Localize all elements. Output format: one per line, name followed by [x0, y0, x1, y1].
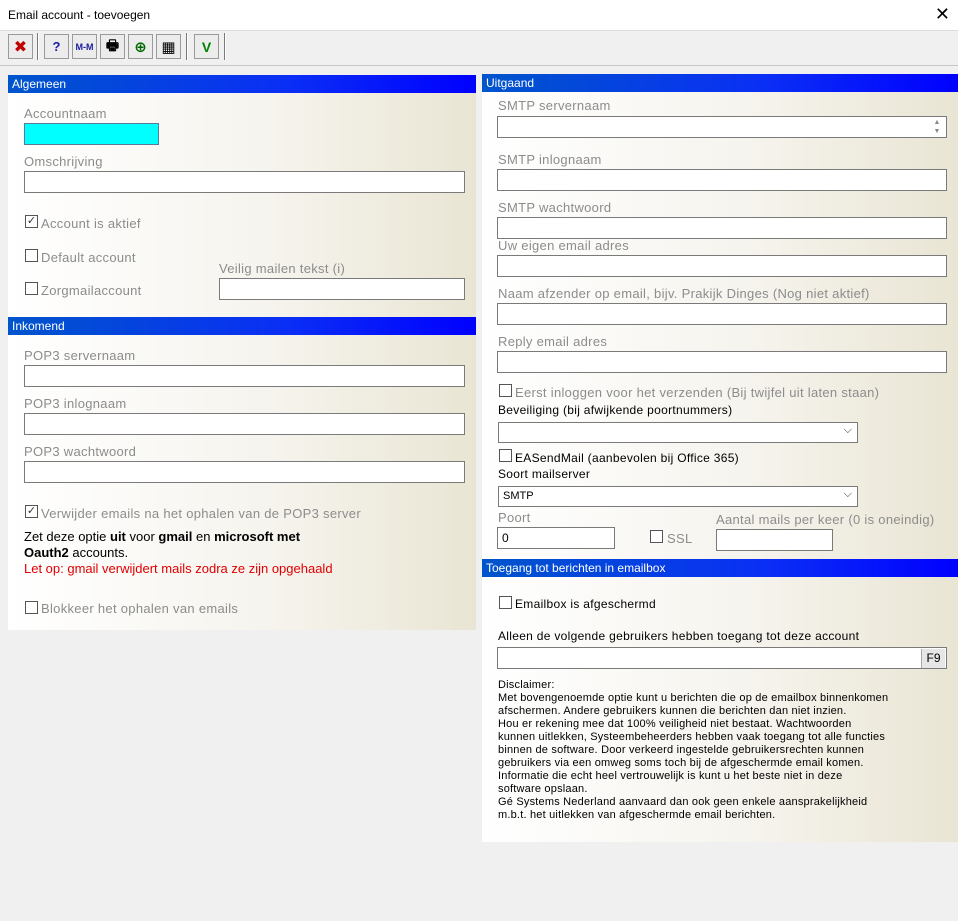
reply-email-input[interactable]	[497, 351, 947, 373]
account-actief-label: Account is aktief	[41, 216, 141, 231]
soort-mailserver-select[interactable]	[498, 486, 858, 507]
close-red-x-icon: ✖	[13, 38, 28, 56]
toegang-panel	[482, 559, 958, 842]
smtp-server-label: SMTP servernaam	[498, 98, 611, 113]
section-header-algemeen: Algemeen	[8, 75, 476, 93]
web-button[interactable]	[128, 34, 153, 59]
omschrijving-input[interactable]	[24, 171, 465, 193]
account-actief-checkbox[interactable]: ✓	[26, 215, 37, 227]
note-bold: gmail	[158, 529, 193, 544]
eerst-inloggen-checkbox[interactable]	[499, 384, 512, 397]
spinner-arrows-icon[interactable]: ▲ ▼	[933, 119, 941, 135]
afgeschermd-label: Emailbox is afgeschermd	[515, 597, 656, 611]
section-header-inkomend: Inkomend	[8, 317, 476, 335]
help-button[interactable]	[44, 34, 69, 59]
ssl-label: SSL	[667, 531, 693, 546]
pop3-password-label: POP3 wachtwoord	[24, 444, 137, 459]
help-icon: ?	[52, 39, 61, 54]
f9-lookup-button[interactable]: F9	[921, 649, 945, 668]
veilig-mailen-label: Veilig mailen tekst (i)	[219, 261, 346, 276]
smtp-server-input[interactable]	[497, 116, 947, 138]
print-icon: 🖶	[105, 36, 120, 53]
window-title: Email account - toevoegen	[8, 8, 151, 22]
gebruikers-label: Alleen de volgende gebruikers hebben toegang tot deze account	[498, 629, 860, 643]
toolbar-separator	[186, 33, 188, 60]
reply-email-label: Reply email adres	[498, 334, 608, 349]
left-panel	[8, 75, 476, 630]
note-bold: uit	[110, 529, 126, 544]
default-account-label: Default account	[41, 250, 136, 265]
naam-afzender-input[interactable]	[497, 303, 947, 325]
verwijder-emails-label: Verwijder emails na het ophalen van de POP3 server	[41, 506, 361, 521]
uitgaand-panel	[482, 74, 958, 559]
pop3-password-input[interactable]	[24, 461, 465, 483]
close-icon[interactable]: ✕	[934, 4, 950, 24]
beveiliging-label: Beveiliging (bij afwijkende poortnummers)	[498, 403, 733, 417]
pop3-server-input[interactable]	[24, 365, 465, 387]
aantal-mails-label: Aantal mails per keer (0 is oneindig)	[716, 512, 935, 527]
gebruikers-input[interactable]	[497, 647, 947, 669]
title-bar	[0, 0, 958, 31]
calculator-button[interactable]	[156, 34, 181, 59]
note-text: Zet deze optie	[24, 529, 110, 544]
omschrijving-label: Omschrijving	[24, 154, 103, 169]
note-text: accounts.	[68, 545, 129, 560]
mm-button[interactable]	[72, 34, 97, 59]
web-icon: ⊕	[134, 38, 147, 56]
smtp-password-input[interactable]	[497, 217, 947, 239]
calculator-icon: ▦	[161, 38, 176, 56]
gmail-note	[24, 529, 464, 561]
zorgmail-checkbox[interactable]	[25, 282, 38, 295]
ok-check-icon: V	[201, 38, 212, 55]
soort-mailserver-label: Soort mailserver	[498, 467, 591, 481]
toolbar	[0, 31, 958, 66]
gmail-warning: Let op: gmail verwijdert mails zodra ze zijn opgehaald	[24, 561, 333, 576]
accountnaam-label: Accountnaam	[24, 106, 107, 121]
pop3-login-input[interactable]	[24, 413, 465, 435]
blokkeer-label: Blokkeer het ophalen van emails	[41, 601, 239, 616]
eigen-email-label: Uw eigen email adres	[498, 238, 630, 253]
chevron-down-icon: ⌵	[843, 488, 852, 500]
toolbar-separator	[37, 33, 39, 60]
mm-icon: M-M	[75, 41, 94, 52]
cancel-button[interactable]	[8, 34, 33, 59]
poort-input[interactable]: 0	[497, 527, 615, 549]
accountnaam-input[interactable]	[24, 123, 159, 145]
poort-label: Poort	[498, 510, 531, 525]
note-bold: microsoft met	[214, 529, 301, 544]
easendmail-label: EASendMail (aanbevolen bij Office 365)	[515, 451, 739, 465]
toolbar-separator	[224, 33, 226, 60]
aantal-mails-input[interactable]	[716, 529, 833, 551]
note-text: voor	[125, 529, 159, 544]
print-button[interactable]	[100, 34, 125, 59]
chevron-down-icon: ⌵	[843, 424, 852, 436]
veilig-mailen-input[interactable]	[219, 278, 465, 300]
soort-mailserver-value: SMTP	[503, 490, 534, 502]
zorgmail-label: Zorgmailaccount	[41, 283, 142, 298]
verwijder-emails-checkbox[interactable]: ✓	[26, 505, 37, 517]
pop3-server-label: POP3 servernaam	[24, 348, 136, 363]
default-account-checkbox[interactable]	[25, 249, 38, 262]
beveiliging-select[interactable]	[498, 422, 858, 443]
naam-afzender-label: Naam afzender op email, bijv. Prakijk Dinges (Nog niet aktief)	[498, 286, 870, 301]
smtp-password-label: SMTP wachtwoord	[498, 200, 612, 215]
blokkeer-checkbox[interactable]	[25, 601, 38, 614]
eigen-email-input[interactable]	[497, 255, 947, 277]
disclaimer-text: Disclaimer: Met bovengenoemde optie kunt u berichten die op de emailbox binnenkomen afschermen. Andere gebruikers kunnen die berichten dan niet inzien. Hou er rekening mee dat 100% veiligheid niet bestaat. Wachtwoorden kunnen uitlekken, Systeembeheerders hebben vaak toegang tot alle functies binnen de software. Door verkeerd ingestelde gebruikersrechten kunnen gebruikers via een omweg soms toch bij de afgeschermde email komen. Informatie die echt heel vertrouwelijk is kunt u het beste niet in deze software opslaan. Gé Systems Nederland aanvaard dan ook geen enkele aansprakelijkheid m.b.t. het uitlekken van afgeschermde email berichten.	[498, 679, 889, 821]
ssl-checkbox[interactable]	[650, 530, 663, 543]
smtp-login-label: SMTP inlognaam	[498, 152, 602, 167]
note-text: en	[192, 529, 215, 544]
section-header-uitgaand: Uitgaand	[482, 74, 958, 92]
ok-button[interactable]	[194, 34, 219, 59]
easendmail-checkbox[interactable]	[499, 449, 512, 462]
section-header-toegang: Toegang tot berichten in emailbox	[482, 559, 958, 577]
pop3-login-label: POP3 inlognaam	[24, 396, 127, 411]
afgeschermd-checkbox[interactable]	[499, 596, 512, 609]
eerst-inloggen-label: Eerst inloggen voor het verzenden (Bij twijfel uit laten staan)	[515, 385, 880, 400]
smtp-login-input[interactable]	[497, 169, 947, 191]
note-bold: Oauth2	[24, 545, 69, 560]
